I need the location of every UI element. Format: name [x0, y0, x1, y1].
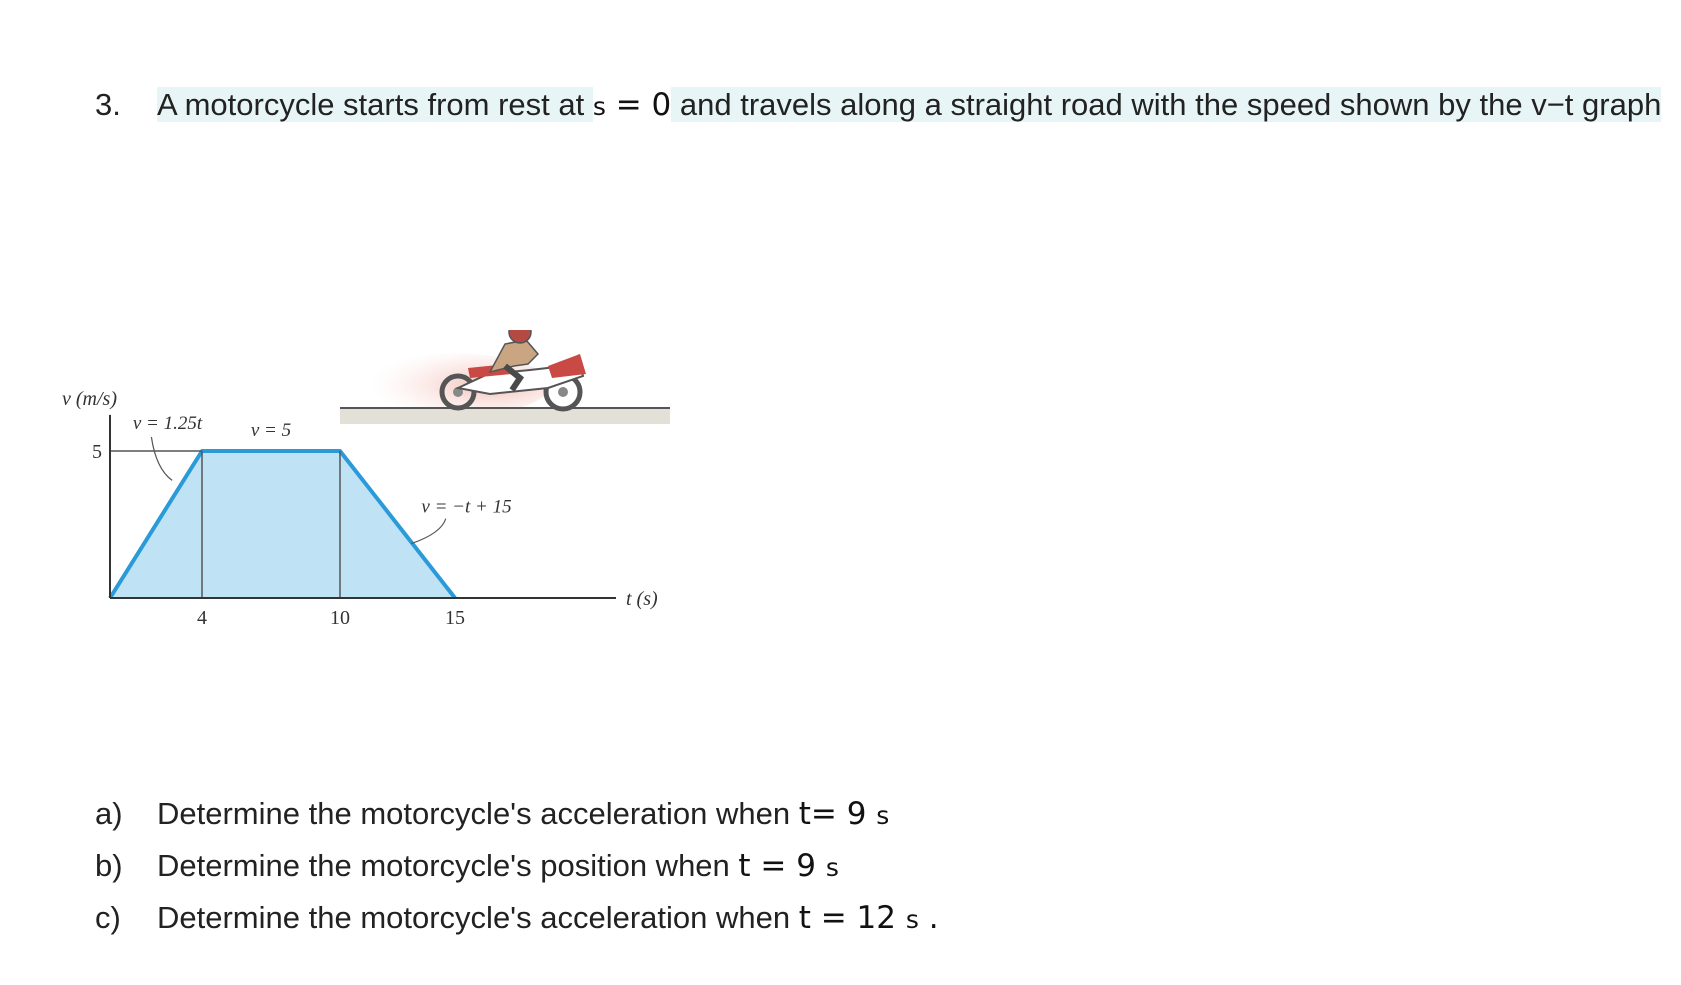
problem-number: 3.: [95, 87, 121, 122]
question-list: [95, 789, 939, 945]
question-unit: s: [905, 905, 919, 934]
question-b: [95, 841, 939, 893]
question-marker: a): [95, 796, 123, 831]
problem-text: [157, 84, 1677, 128]
x-tick-label: 4: [197, 607, 207, 629]
math-s: s: [592, 92, 606, 121]
question-text: Determine the motorcycle's position when: [157, 848, 739, 883]
segment-label: v = 5: [250, 420, 292, 441]
x-tick-label: 10: [330, 607, 350, 629]
question-a: [95, 789, 939, 841]
math-equals: = 0: [605, 87, 672, 123]
question-math: t= 9: [798, 796, 877, 832]
question-marker: c): [95, 900, 121, 935]
x-tick-label: 15: [445, 607, 465, 629]
vt-graph-figure: [50, 330, 670, 645]
segment-label: v = −t + 15: [421, 496, 512, 518]
problem-text-after: and travels along a straight road with the speed shown by the v−t graph: [671, 87, 1662, 122]
question-math: t = 9: [738, 848, 826, 884]
question-c: [95, 893, 939, 945]
question-text: Determine the motorcycle's acceleration when: [157, 796, 799, 831]
x-axis-label: t (s): [626, 588, 658, 610]
question-marker: b): [95, 848, 123, 883]
segment-label: v = 1.25t: [132, 413, 203, 434]
label-leader: [151, 437, 172, 480]
question-unit: s: [825, 853, 839, 882]
question-text: Determine the motorcycle's acceleration when: [157, 900, 799, 935]
question-unit: s: [876, 801, 890, 830]
label-leader: [411, 519, 446, 544]
y-tick-label: 5: [92, 441, 102, 463]
motorcycle-icon: [340, 330, 670, 424]
question-math: t = 12: [798, 900, 906, 936]
y-axis-label: v (m/s): [62, 387, 117, 410]
question-end: .: [918, 900, 939, 936]
problem-text-before: A motorcycle starts from rest at: [157, 87, 593, 122]
vt-graph: [50, 330, 670, 640]
velocity-area: [110, 451, 455, 598]
